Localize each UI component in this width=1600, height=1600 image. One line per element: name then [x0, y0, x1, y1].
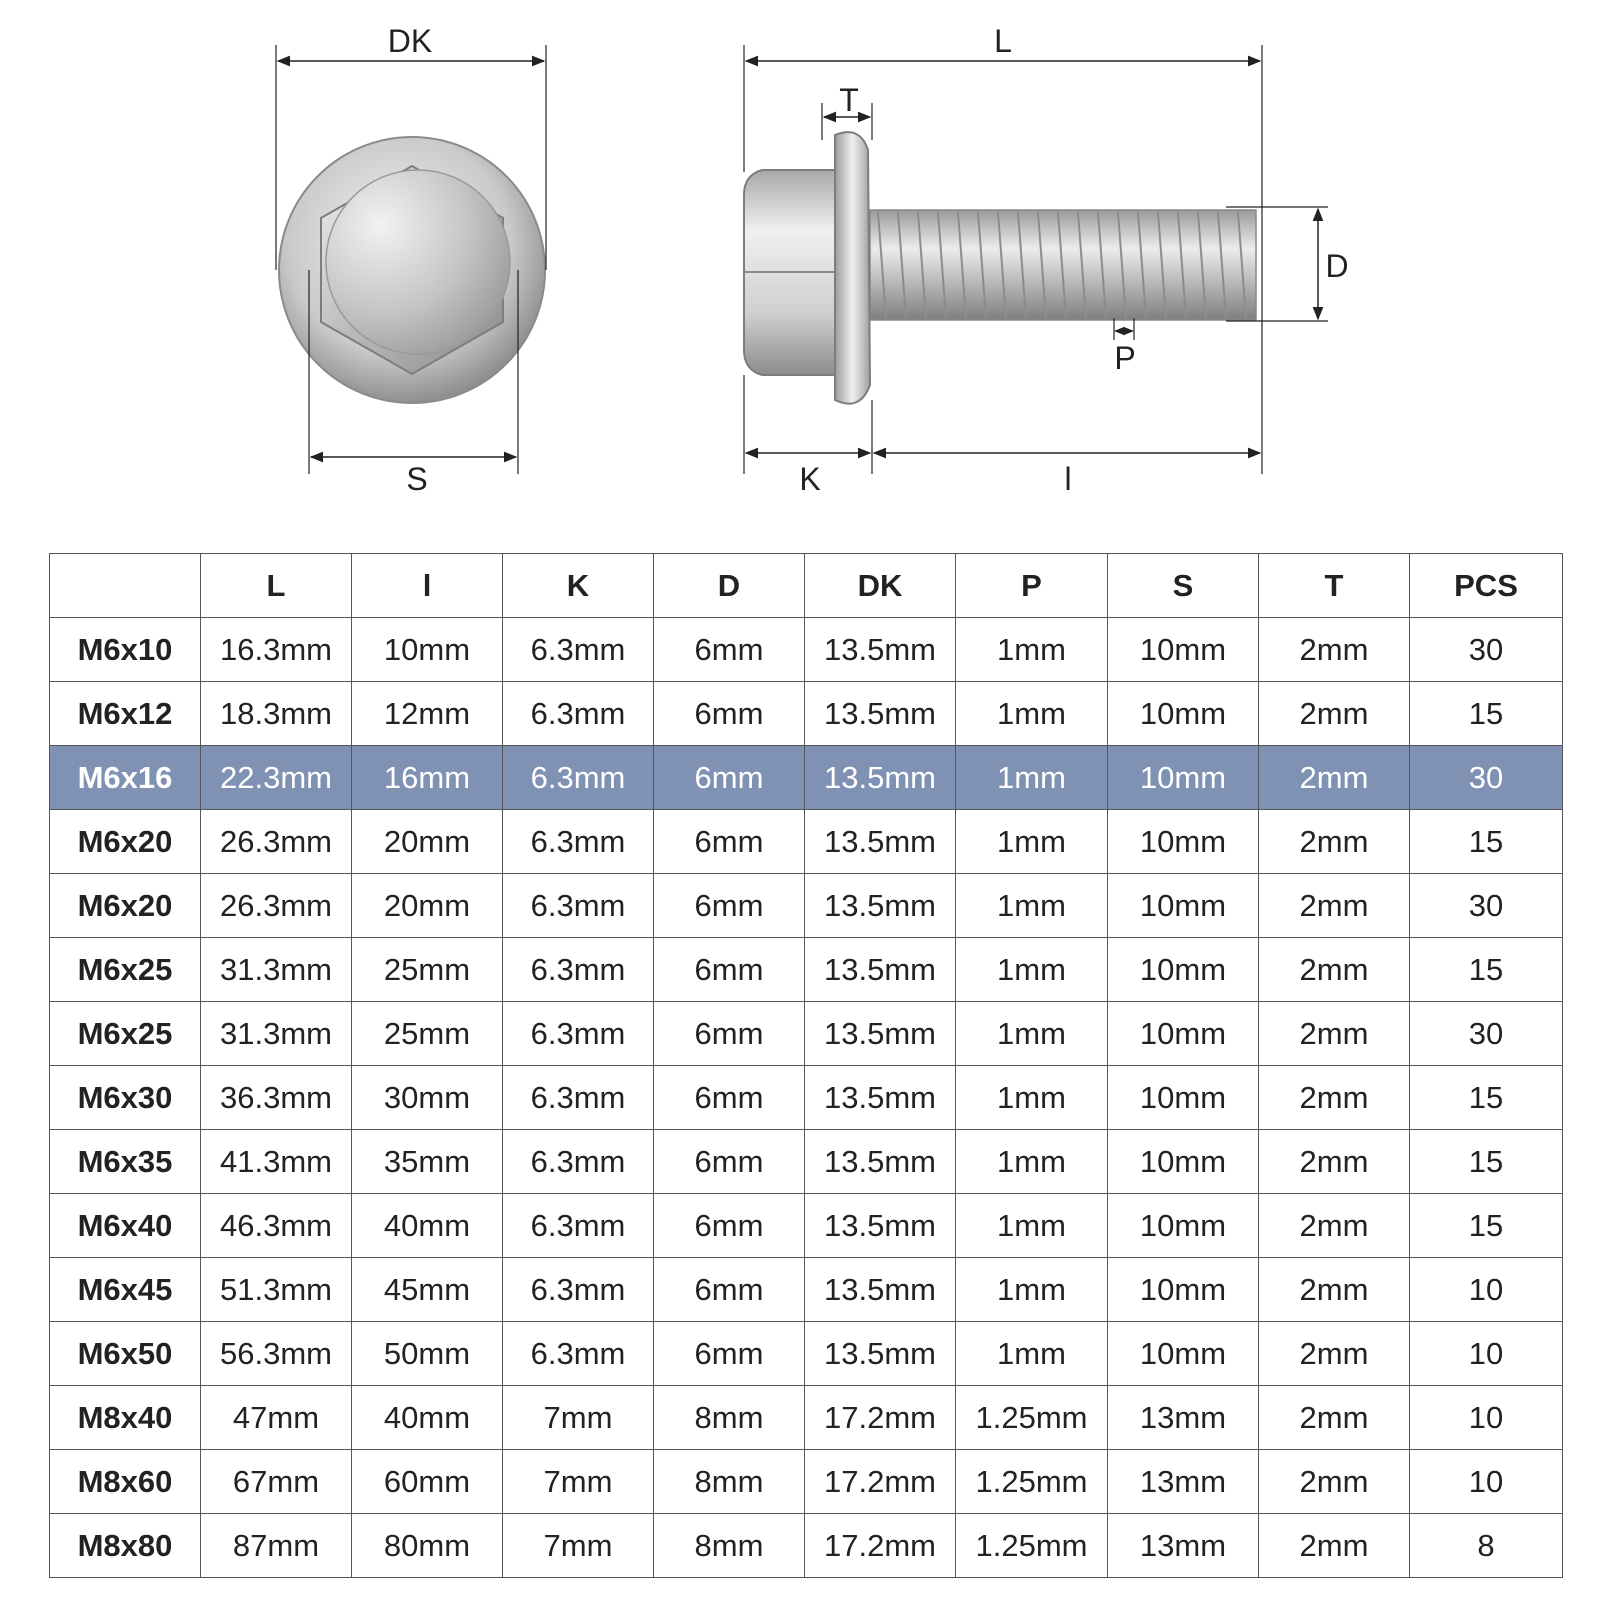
- table-row: [50, 1002, 1563, 1066]
- cell-dk: 13.5mm: [805, 682, 956, 746]
- cell-k: 6.3mm: [503, 1194, 654, 1258]
- header-t: T: [1259, 554, 1410, 618]
- cell-d: 6mm: [654, 938, 805, 1002]
- cell-dk: 17.2mm: [805, 1450, 956, 1514]
- cell-size: M6x16: [50, 746, 201, 810]
- cell-k: 6.3mm: [503, 1322, 654, 1386]
- cell-thread-length: 45mm: [352, 1258, 503, 1322]
- cell-thread-length: 30mm: [352, 1066, 503, 1130]
- cell-s: 10mm: [1108, 1066, 1259, 1130]
- cell-pcs: 10: [1410, 1258, 1563, 1322]
- cell-dk: 13.5mm: [805, 810, 956, 874]
- cell-l: 56.3mm: [201, 1322, 352, 1386]
- cell-pcs: 8: [1410, 1514, 1563, 1578]
- cell-l: 67mm: [201, 1450, 352, 1514]
- cell-s: 10mm: [1108, 746, 1259, 810]
- cell-t: 2mm: [1259, 1130, 1410, 1194]
- cell-pcs: 10: [1410, 1450, 1563, 1514]
- cell-k: 6.3mm: [503, 1066, 654, 1130]
- cell-thread-length: 60mm: [352, 1450, 503, 1514]
- table-row: [50, 1386, 1563, 1450]
- cell-d: 6mm: [654, 1322, 805, 1386]
- cell-s: 13mm: [1108, 1450, 1259, 1514]
- table-row: [50, 1450, 1563, 1514]
- cell-l: 22.3mm: [201, 746, 352, 810]
- cell-k: 6.3mm: [503, 874, 654, 938]
- cell-pcs: 10: [1410, 1386, 1563, 1450]
- cell-s: 10mm: [1108, 1130, 1259, 1194]
- cell-size: M6x45: [50, 1258, 201, 1322]
- cell-k: 6.3mm: [503, 1130, 654, 1194]
- cell-dk: 13.5mm: [805, 746, 956, 810]
- cell-size: M6x25: [50, 938, 201, 1002]
- cell-dk: 13.5mm: [805, 1066, 956, 1130]
- cell-t: 2mm: [1259, 1322, 1410, 1386]
- cell-dk: 17.2mm: [805, 1514, 956, 1578]
- cell-thread-length: 20mm: [352, 810, 503, 874]
- cell-dk: 13.5mm: [805, 1322, 956, 1386]
- table-row: [50, 1066, 1563, 1130]
- spec-table: [49, 553, 1563, 1578]
- cell-p: 1.25mm: [956, 1386, 1108, 1450]
- label-t: T: [839, 82, 859, 118]
- cell-thread-length: 40mm: [352, 1386, 503, 1450]
- cell-k: 6.3mm: [503, 1258, 654, 1322]
- cell-p: 1mm: [956, 810, 1108, 874]
- cell-k: 7mm: [503, 1450, 654, 1514]
- cell-p: 1mm: [956, 1194, 1108, 1258]
- table-row: [50, 810, 1563, 874]
- cell-size: M6x35: [50, 1130, 201, 1194]
- cell-thread-length: 40mm: [352, 1194, 503, 1258]
- cell-s: 10mm: [1108, 874, 1259, 938]
- cell-s: 10mm: [1108, 1194, 1259, 1258]
- cell-k: 7mm: [503, 1386, 654, 1450]
- label-thread-length: l: [1064, 461, 1072, 497]
- cell-k: 6.3mm: [503, 682, 654, 746]
- cell-t: 2mm: [1259, 1002, 1410, 1066]
- cell-size: M6x25: [50, 1002, 201, 1066]
- cell-p: 1mm: [956, 1258, 1108, 1322]
- cell-d: 6mm: [654, 618, 805, 682]
- cell-p: 1mm: [956, 938, 1108, 1002]
- header-pcs: PCS: [1410, 554, 1563, 618]
- cell-t: 2mm: [1259, 682, 1410, 746]
- cell-k: 6.3mm: [503, 1002, 654, 1066]
- cell-thread-length: 16mm: [352, 746, 503, 810]
- cell-t: 2mm: [1259, 1066, 1410, 1130]
- cell-pcs: 30: [1410, 1002, 1563, 1066]
- cell-thread-length: 25mm: [352, 938, 503, 1002]
- cell-dk: 13.5mm: [805, 618, 956, 682]
- cell-l: 51.3mm: [201, 1258, 352, 1322]
- header-d: D: [654, 554, 805, 618]
- cell-k: 6.3mm: [503, 746, 654, 810]
- header-k: K: [503, 554, 654, 618]
- cell-pcs: 15: [1410, 938, 1563, 1002]
- cell-pcs: 30: [1410, 746, 1563, 810]
- cell-p: 1mm: [956, 618, 1108, 682]
- cell-dk: 13.5mm: [805, 1194, 956, 1258]
- cell-size: M8x40: [50, 1386, 201, 1450]
- cell-l: 46.3mm: [201, 1194, 352, 1258]
- cell-t: 2mm: [1259, 1386, 1410, 1450]
- cell-p: 1mm: [956, 1130, 1108, 1194]
- table-body: [50, 618, 1563, 1578]
- cell-p: 1mm: [956, 1002, 1108, 1066]
- cell-size: M6x40: [50, 1194, 201, 1258]
- cell-thread-length: 20mm: [352, 874, 503, 938]
- table-row: [50, 618, 1563, 682]
- table-row: [50, 1514, 1563, 1578]
- cell-s: 10mm: [1108, 1002, 1259, 1066]
- cell-l: 26.3mm: [201, 874, 352, 938]
- cell-dk: 13.5mm: [805, 938, 956, 1002]
- cell-thread-length: 10mm: [352, 618, 503, 682]
- cell-l: 87mm: [201, 1514, 352, 1578]
- cell-s: 10mm: [1108, 1258, 1259, 1322]
- cell-pcs: 30: [1410, 874, 1563, 938]
- cell-d: 6mm: [654, 682, 805, 746]
- cell-t: 2mm: [1259, 1194, 1410, 1258]
- cell-p: 1mm: [956, 1066, 1108, 1130]
- bolt-dimension-diagram: [0, 0, 1600, 540]
- label-d: D: [1325, 248, 1349, 284]
- table-row: [50, 874, 1563, 938]
- cell-p: 1mm: [956, 1322, 1108, 1386]
- bolt-top-view: [279, 137, 545, 403]
- cell-pcs: 10: [1410, 1322, 1563, 1386]
- cell-t: 2mm: [1259, 1514, 1410, 1578]
- cell-size: M6x20: [50, 874, 201, 938]
- label-k: K: [799, 461, 821, 497]
- cell-s: 13mm: [1108, 1514, 1259, 1578]
- cell-k: 6.3mm: [503, 810, 654, 874]
- cell-l: 36.3mm: [201, 1066, 352, 1130]
- cell-d: 6mm: [654, 1194, 805, 1258]
- cell-t: 2mm: [1259, 874, 1410, 938]
- cell-pcs: 15: [1410, 1066, 1563, 1130]
- bolt-side-view: [744, 132, 1256, 404]
- header-thread-length: l: [352, 554, 503, 618]
- header-dk: DK: [805, 554, 956, 618]
- cell-d: 8mm: [654, 1514, 805, 1578]
- table-row: [50, 1130, 1563, 1194]
- cell-d: 6mm: [654, 1258, 805, 1322]
- header-s: S: [1108, 554, 1259, 618]
- cell-dk: 13.5mm: [805, 874, 956, 938]
- header-p: P: [956, 554, 1108, 618]
- cell-k: 6.3mm: [503, 618, 654, 682]
- cell-s: 10mm: [1108, 682, 1259, 746]
- cell-s: 10mm: [1108, 810, 1259, 874]
- cell-dk: 13.5mm: [805, 1130, 956, 1194]
- table-row: [50, 682, 1563, 746]
- cell-d: 8mm: [654, 1386, 805, 1450]
- cell-thread-length: 12mm: [352, 682, 503, 746]
- cell-dk: 17.2mm: [805, 1386, 956, 1450]
- cell-size: M8x80: [50, 1514, 201, 1578]
- cell-d: 6mm: [654, 1130, 805, 1194]
- cell-thread-length: 25mm: [352, 1002, 503, 1066]
- cell-p: 1mm: [956, 746, 1108, 810]
- table-row: [50, 1322, 1563, 1386]
- table-row: [50, 1258, 1563, 1322]
- cell-l: 47mm: [201, 1386, 352, 1450]
- dimension-p: [1114, 318, 1136, 376]
- cell-p: 1mm: [956, 874, 1108, 938]
- cell-pcs: 15: [1410, 682, 1563, 746]
- cell-t: 2mm: [1259, 810, 1410, 874]
- cell-s: 10mm: [1108, 618, 1259, 682]
- head-cap-top: [326, 170, 510, 354]
- cell-t: 2mm: [1259, 938, 1410, 1002]
- table-row: [50, 938, 1563, 1002]
- cell-size: M6x30: [50, 1066, 201, 1130]
- label-l: L: [994, 23, 1012, 59]
- cell-l: 16.3mm: [201, 618, 352, 682]
- cell-size: M8x60: [50, 1450, 201, 1514]
- cell-p: 1.25mm: [956, 1450, 1108, 1514]
- table-header-row: [50, 554, 1563, 618]
- cell-size: M6x12: [50, 682, 201, 746]
- table-row: [50, 1194, 1563, 1258]
- cell-l: 31.3mm: [201, 938, 352, 1002]
- cell-t: 2mm: [1259, 1450, 1410, 1514]
- cell-size: M6x10: [50, 618, 201, 682]
- cell-pcs: 30: [1410, 618, 1563, 682]
- cell-d: 6mm: [654, 810, 805, 874]
- cell-l: 26.3mm: [201, 810, 352, 874]
- cell-size: M6x20: [50, 810, 201, 874]
- header-size: [50, 554, 201, 618]
- cell-l: 31.3mm: [201, 1002, 352, 1066]
- cell-size: M6x50: [50, 1322, 201, 1386]
- cell-p: 1mm: [956, 682, 1108, 746]
- label-p: P: [1114, 340, 1136, 376]
- label-s: S: [406, 461, 428, 497]
- table-row: [50, 746, 1563, 810]
- cell-d: 8mm: [654, 1450, 805, 1514]
- cell-t: 2mm: [1259, 746, 1410, 810]
- label-dk: DK: [387, 23, 433, 59]
- cell-k: 7mm: [503, 1514, 654, 1578]
- cell-thread-length: 80mm: [352, 1514, 503, 1578]
- cell-t: 2mm: [1259, 618, 1410, 682]
- cell-thread-length: 35mm: [352, 1130, 503, 1194]
- cell-d: 6mm: [654, 1066, 805, 1130]
- cell-d: 6mm: [654, 746, 805, 810]
- header-l: L: [201, 554, 352, 618]
- cell-k: 6.3mm: [503, 938, 654, 1002]
- cell-pcs: 15: [1410, 1194, 1563, 1258]
- cell-l: 41.3mm: [201, 1130, 352, 1194]
- cell-pcs: 15: [1410, 1130, 1563, 1194]
- dimension-thread-length: [874, 453, 1260, 497]
- cell-s: 10mm: [1108, 1322, 1259, 1386]
- cell-s: 13mm: [1108, 1386, 1259, 1450]
- cell-d: 6mm: [654, 1002, 805, 1066]
- flange-side: [835, 132, 870, 404]
- cell-pcs: 15: [1410, 810, 1563, 874]
- cell-thread-length: 50mm: [352, 1322, 503, 1386]
- cell-dk: 13.5mm: [805, 1002, 956, 1066]
- cell-s: 10mm: [1108, 938, 1259, 1002]
- cell-t: 2mm: [1259, 1258, 1410, 1322]
- cell-dk: 13.5mm: [805, 1258, 956, 1322]
- cell-d: 6mm: [654, 874, 805, 938]
- cell-p: 1.25mm: [956, 1514, 1108, 1578]
- cell-l: 18.3mm: [201, 682, 352, 746]
